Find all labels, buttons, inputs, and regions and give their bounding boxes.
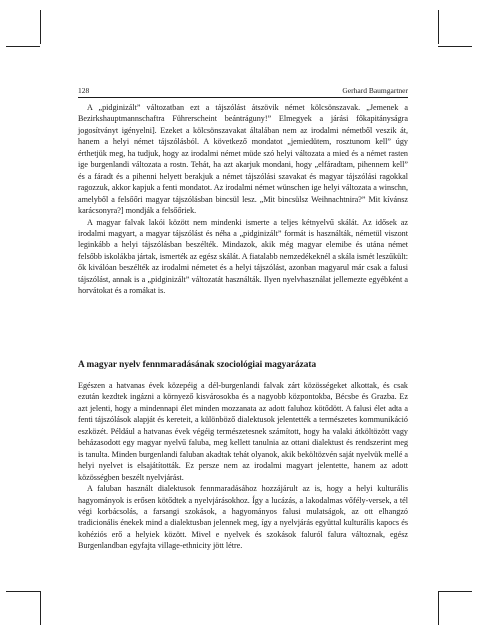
- paragraph: A faluban használt dialektusok fennmaradásához hozzájárult az is, hogy a helyi kulturális hagyományok is erősen kötődtek a nyelvjárásokhoz. Így a lucázás, a lakodalmas vőfély-versek, a tél végi korbácsolás, a farsangi szokások, a hagyományos falusi mulatságok, az ott elhangzó tradicionális énekek mind a dialektusban jelennek meg, így a nyelvjárás együttal kulturális kapocs és kohéziós erő a helyiek között. Mivel e nyelvek és szokások faluról falura változnak, egész Burgenlandban egyfajta village-ethnicity jött létre.: [78, 484, 408, 551]
- crop-mark: [6, 591, 40, 592]
- running-head: [78, 85, 408, 97]
- crop-mark: [438, 591, 472, 592]
- crop-mark: [40, 10, 41, 44]
- header-rule: [78, 97, 408, 98]
- body-text-section-2: [78, 380, 408, 552]
- section-heading: A magyar nyelv fennmaradásának szociológiai magyarázata: [78, 360, 317, 370]
- paragraph: A „pidginizált” változatban ezt a tájszólást átszövik német kölcsönszavak. „Jemenek a Bezirkshauptmannschaftra Führerscheint beántráguny!” Elmegyek a járási főkapitányságra jogosítványt igényelni]. Ezeket a kölcsönszavakat általában nem az irodalmi németből veszik át, hanem a helyi német tájszólásból. A következő mondatot „jemiedütem, rosztunom kell” úgy érthetjük meg, ha tudjuk, hogy az irodalmi német müde szó helyi változata a mied és a német rasten ige burgenlandi változata a rostn. Tehát, ha azt akarjuk mondani, hogy „elfáradtam, pihennem kell” és a fáradt és a pihenni helyett berakjuk a német tájszólási szavakat és magyar tájszólási ragokkal ragozzuk, akkor kapjuk a fenti mondatot. Az irodalmi német wünschen ige helyi változata a winschn, amelyből a felsőőri magyar tájszólásban bincsül lesz. „Mit bincsülsz Weihnachtnira?” Mit kívánsz karácsonyra?] mondják a felsőőriek.: [78, 103, 408, 216]
- crop-mark: [438, 10, 439, 44]
- crop-mark: [6, 46, 40, 47]
- paragraph: A magyar falvak lakói között nem mindenki ismerte a teljes kétnyelvű skálát. Az idősek az irodalmi magyart, a magyar tájszólást és néha a „pidginizált” formát is használták, németül viszont leginkább a helyi tájszólásban beszélték. Mindazok, akik még magyar elemibe és utána német felsőbb iskolákba jártak, ismerték az egész skálát. A fiatalabb nemzedékeknél a skála ismét leszűkült: ők kiválóan beszélték az irodalmi németet és a helyi tájszólást, azonban magyarul már csak a falusi tájszólást, annak is a „pidginizált” változatát használták. Ilyen nyelvhasználat jellemezte egyébként a horvátokat és a romákat is.: [78, 217, 408, 296]
- body-text-section-1: [78, 102, 408, 297]
- crop-mark: [438, 591, 439, 625]
- crop-mark: [438, 46, 472, 47]
- running-head-author: Gerhard Baumgartner: [342, 86, 408, 95]
- page-number: 128: [78, 86, 90, 95]
- crop-mark: [40, 591, 41, 625]
- paragraph: Egészen a hatvanas évek közepéig a dél-burgenlandi falvak zárt közösségeket alkottak, és csak ezután kezdtek ingázni a környező kisvárosokba és a nagyobb központokba, Bécsbe és Grazba. Ez azt jelenti, hogy a mindennapi élet minden mozzanata az adott faluhoz kötődött. A falusi élet adta a fenti tájszólások alapját és kereteit, a különböző dialektusok jelentették a természetes kommunikáció eszközét. Például a hatvanas évek végéig természetesnek számított, hogy ha valaki átköltözött vagy beházasodott egy magyar nyelvű faluba, meg kellett tanulnia az ottani dialektust és rendszerint meg is tanulta. Minden burgenlandi faluban akadtak tehát olyanok, akik beköltözvén saját nyelvük mellé a helyi nyelvet is elsajátították. Ez persze nem az irodalmi magyart jelentette, hanem az adott közösségben beszélt nyelvjárást.: [78, 381, 408, 482]
